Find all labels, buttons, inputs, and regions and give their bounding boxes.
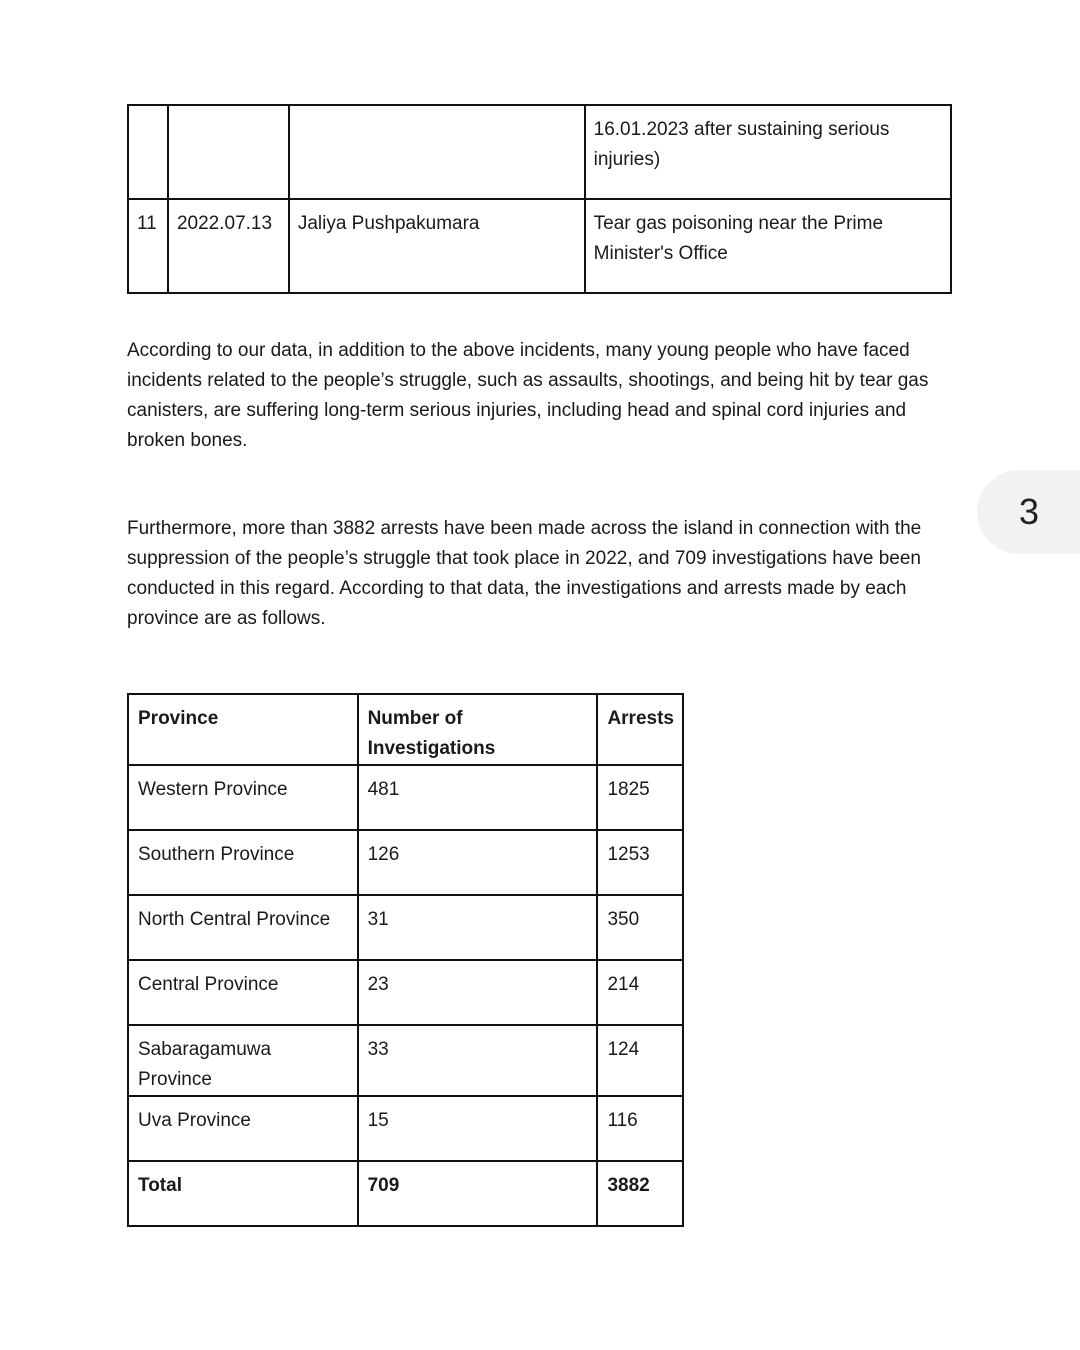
province-cell: Uva Province <box>128 1096 358 1161</box>
incident-row <box>128 199 951 293</box>
table-row <box>128 960 683 1025</box>
incident-name <box>289 105 585 199</box>
arrests-paragraph: Furthermore, more than 3882 arrests have been made across the island in connection with the suppression of the people’s struggle that took place in 2022, and 709 investigations have been conducted in this regard. According to that data, the investigations and arrests made by each province are as follows. <box>127 518 922 629</box>
province-cell: North Central Province <box>128 895 358 960</box>
header-arrests: Arrests <box>597 694 683 765</box>
total-arrests: 3882 <box>597 1161 683 1226</box>
arrests-cell: 350 <box>597 895 683 960</box>
province-cell: Western Province <box>128 765 358 830</box>
investigations-cell: 481 <box>358 765 598 830</box>
province-table <box>127 693 684 1227</box>
investigations-cell: 33 <box>358 1025 598 1096</box>
header-investigations: Number of Investigations <box>358 694 598 765</box>
page-number: 3 <box>1019 491 1040 532</box>
province-cell: Sabaragamuwa Province <box>128 1025 358 1096</box>
table-row <box>128 1096 683 1161</box>
incident-row <box>128 105 951 199</box>
arrests-cell: 124 <box>597 1025 683 1096</box>
incident-number: 11 <box>128 199 168 293</box>
province-cell: Southern Province <box>128 830 358 895</box>
investigations-cell: 15 <box>358 1096 598 1161</box>
investigations-cell: 31 <box>358 895 598 960</box>
header-province: Province <box>128 694 358 765</box>
arrests-cell: 1253 <box>597 830 683 895</box>
total-investigations: 709 <box>358 1161 598 1226</box>
arrests-cell: 214 <box>597 960 683 1025</box>
arrests-cell: 116 <box>597 1096 683 1161</box>
injuries-paragraph: According to our data, in addition to the above incidents, many young people who have faced incidents related to the people’s struggle, such as assaults, shootings, and being hit by tear gas canisters, are suffering long-term serious injuries, including head and spinal cord injuries and broken bones. <box>127 340 929 451</box>
table-row <box>128 895 683 960</box>
incident-table <box>127 104 952 294</box>
table-row <box>128 1025 683 1096</box>
table-row <box>128 830 683 895</box>
total-label: Total <box>128 1161 358 1226</box>
total-row <box>128 1161 683 1226</box>
arrests-cell: 1825 <box>597 765 683 830</box>
incident-date <box>168 105 289 199</box>
table-header-row <box>128 694 683 765</box>
investigations-cell: 126 <box>358 830 598 895</box>
incident-description: Tear gas poisoning near the Prime Minister's Office <box>585 199 951 293</box>
province-cell: Central Province <box>128 960 358 1025</box>
incident-description: 16.01.2023 after sustaining serious injuries) <box>585 105 951 199</box>
incident-name: Jaliya Pushpakumara <box>289 199 585 293</box>
incident-date: 2022.07.13 <box>168 199 289 293</box>
table-row <box>128 765 683 830</box>
investigations-cell: 23 <box>358 960 598 1025</box>
incident-number <box>128 105 168 199</box>
